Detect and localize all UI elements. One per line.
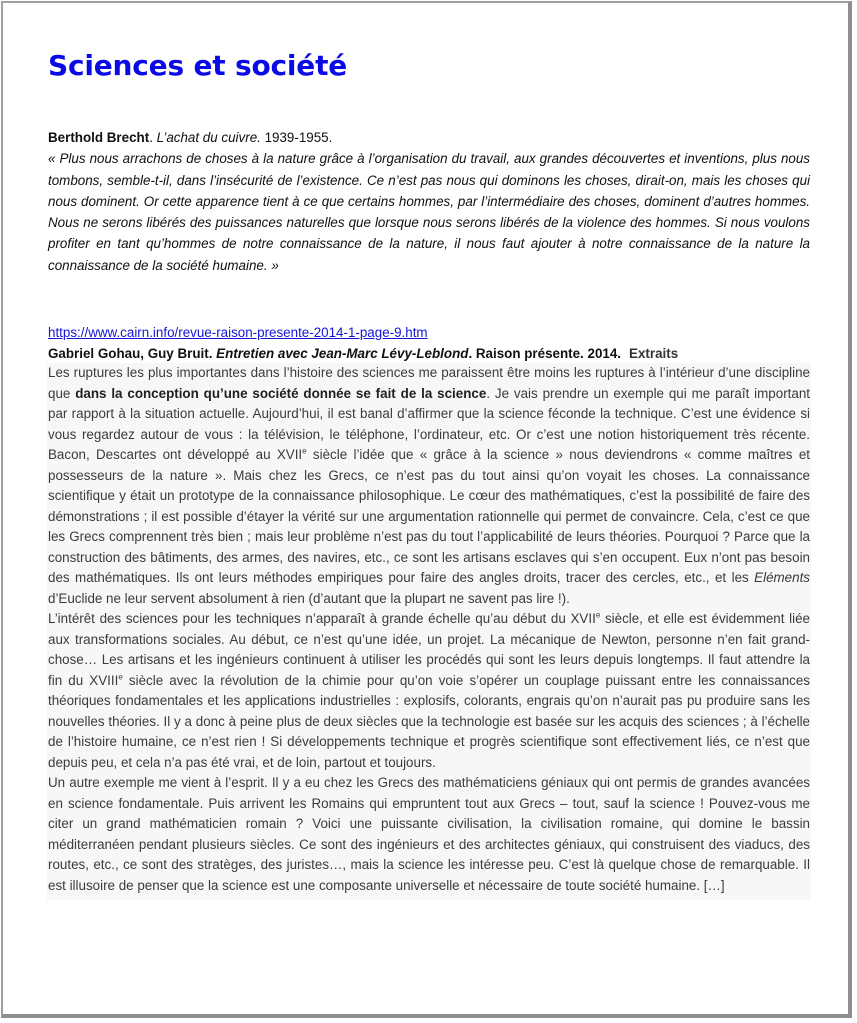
text-run: d’Euclide ne leur servent absolument à rien (d’autant que la plupart ne savent pas lire !). xyxy=(48,590,570,606)
brecht-work-title: L’achat du cuivre. xyxy=(156,130,261,145)
brecht-citation xyxy=(48,127,810,148)
extract-paragraph-3: Un autre exemple me vient à l’esprit. Il y a eu chez les Grecs des mathématiciens géniaux qui ont permis de grandes avancées en science fondamentale. Puis arrivent les Romains qui empruntent tout aux Grecs – tout, sauf la science ! Pouvez-vous me citer un grand mathématicien romain ? Voici une puissante civilisation, la civilisation romaine, qui domine le bassin méditerranéen pendant plusieurs siècles. Ce sont des ingénieurs et des architectes géniaux, qui construisent des viaducs, des routes, etc., ce sont des stratèges, des juristes…, mais la science les intéresse peu. C’est là quelque chose de remarquable. Il est illusoire de penser que la science est une composante universelle et nécessaire de toute société humaine. […] xyxy=(48,775,810,893)
italic-title: Eléments xyxy=(754,570,810,585)
brecht-years: 1939-1955. xyxy=(260,130,333,145)
text-run: L’intérêt des sciences pour les techniques n’apparaît à grande échelle qu’au début du XVII xyxy=(48,611,596,626)
citation-separator: . xyxy=(149,130,157,145)
page-title: Sciences et société xyxy=(48,49,348,82)
superscript: e xyxy=(302,446,307,456)
extract-journal: . Raison présente. 2014. xyxy=(468,346,622,361)
brecht-author: Berthold Brecht xyxy=(48,130,150,145)
text-run: siècle avec la révolution de la chimie pour qu’on voie s’opérer un couplage puissant entre les connaissances théoriques fondamentales et les applications industrielles : explosifs, colorants, engrais qu’on n’aurait pas pu produire sans les nouvelles théories. Il y a donc à peine plus de deux siècles que la technologie est basée sur les acquis des sciences ; à l’échelle de l’histoire humaine, ce n’est rien ! Si développements technique et progrès scientifique sont effectivement liés, ce n’est que depuis peu, et cela n’a pas été vrai, et de loin, partout et toujours. xyxy=(48,672,810,770)
source-link[interactable]: https://www.cairn.info/revue-raison-presente-2014-1-page-9.htm xyxy=(48,325,428,340)
text-run: . Je vais prendre un exemple qui me paraît important par rapport à la situation actuelle. Aujourd’hui, il est banal d’affirmer que la science féconde la technique. C’est une évidence si vous regardez autour de vous : la télévision, le téléphone, l’ordinateur, etc. Or c’est une notion historiquement très récente. Bacon, Descartes ont développé au XVII xyxy=(48,385,811,462)
brecht-quote: « Plus nous arrachons de choses à la nature grâce à l’organisation du travail, aux grandes découvertes et inventions, plus nous tombons, semble-t-il, dans l’insécurité de l’existence. Ce n’est pas nous qui dominons les choses, dirait-on, mais les choses qui nous dominent. Or cette apparence tient à ce que certains hommes, par l’intermédiaire des choses, dominent d’autres hommes. Nous ne serons libérés des puissances naturelles que lorsque nous serons libérés de la violence des hommes. Si nous voulons profiter en tant qu’hommes de notre connaissance de la nature, il nous faut ajouter à notre connaissance de la nature la connaissance de la société humaine. » xyxy=(48,151,810,273)
document-page xyxy=(1,1,852,1018)
bold-emphasis: dans la conception qu’une société donnée se fait de la science xyxy=(75,385,487,401)
superscript: e xyxy=(595,610,601,620)
text-run: siècle l’idée que « grâce à la science » nous deviendrons « comme maîtres et possesseurs de la nature ». Mais chez les Grecs, ce n’est pas du tout ainsi qu’on voyait les choses. La connaissance scientifique y était un prototype de la connaissance philosophique. Le cœur des mathématiques, c’est la possibilité de faire des démonstrations ; il est possible d’étayer la vérité sur une argumentation rationnelle qui permet de convaincre. Cela, c’est ce que les Grecs comprennent très bien ; mais leur problème n’est pas du tout l’applicabilité de leurs théories. Pourquoi ? Parce que la construction des bâtiments, des armes, des navires, etc., ce sont les artisans esclaves qui s’en occupent. Eux n’ont pas besoin des mathématiques. Ils ont leurs méthodes empiriques pour faire des angles droits, tracer des cercles, etc., et les xyxy=(48,447,810,585)
text-run: siècle, et elle est évidemment liée aux transformations sociales. Au début, ce n’est qu’une idée, un projet. La mécanique de Newton, personne n’en fait grand-chose… Les artisans et les ingénieurs continuent à utiliser les procédés qui sont les leurs depuis longtemps. Il faut attendre la fin du XVIII xyxy=(48,611,810,688)
brecht-section xyxy=(48,127,810,276)
text-run: Les ruptures les plus importantes dans l’histoire des sciences me paraissent être moins les ruptures à l’intérieur d’une discipline que xyxy=(48,365,810,401)
extract-work-title: Entretien avec Jean-Marc Lévy-Leblond xyxy=(216,346,469,361)
extract-authors: Gabriel Gohau, Guy Bruit. xyxy=(48,346,217,361)
superscript: e xyxy=(118,672,123,682)
extract-label: Extraits xyxy=(629,346,679,361)
extract-box xyxy=(47,363,811,900)
extract-citation xyxy=(48,344,810,364)
extract-paragraph-1 xyxy=(48,363,810,609)
extract-paragraph-2 xyxy=(48,609,810,773)
